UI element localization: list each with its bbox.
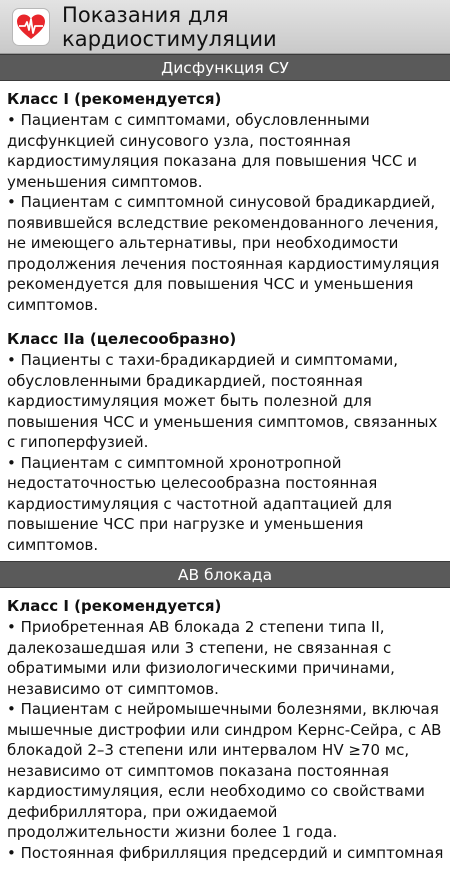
section-header-av-block: АВ блокада [0,561,450,588]
app-title: Показания для кардиостимуляции [61,2,277,51]
class-block [0,588,450,869]
class-block [0,81,450,321]
indication-paragraph: • Пациенты с тахи-брадикардией и симптомами, обусловленными брадикардией, постоянная кардиостимуляция может быть полезной для повышения ЧСС и уменьшения симптомов, связанных с гипоперфузией. [7,351,438,451]
indication-paragraph: • Пациентам с симптомной хронотропной недостаточностью целесообразна постоянная кардиостимуляция с частотной адаптацией для повышение ЧСС при нагрузке и уменьшения симптомов. [7,453,393,554]
app-bar [0,0,450,54]
section-header-su-dysfunction: Дисфункция СУ [0,54,450,81]
heart-pulse-icon [12,8,50,46]
class-block [0,321,450,561]
class-title: Класс IIa (целесообразно) [7,330,237,348]
indication-paragraph: • Пациентам с симптомной синусовой брадикардией, появившейся вследствие рекомендованного лечения, не имеющего альтернативы, при необходимости продолжения лечения постоянная кардиостимуляция рекомендуется для повышения ЧСС и уменьшения симптомов. [7,193,440,314]
content-scroll[interactable] [0,54,450,862]
indication-paragraph: • Пациентам с симптомами, обусловленными дисфункцией синусового узла, постоянная кардиостимуляция показана для повышения ЧСС и уменьшения симптомов. [7,111,417,191]
class-title: Класс I (рекомендуется) [7,597,222,615]
indication-paragraph: • Пациентам с нейромышечными болезнями, включая мышечные дистрофии или синдром Кернс-Сейра, с АВ блокадой 2–3 степени или интервалом HV ≥70 мс, независимо от симптомов показана постоянная кардиостимуляция, если необходимо со свойствами дефибриллятора, при ожидаемой продолжительности жизни более 1 года. [7,700,442,841]
class-title: Класс I (рекомендуется) [7,90,222,108]
indication-paragraph: • Приобретенная АВ блокада 2 степени типа II, далекозашедшая или 3 степени, не связанная с обратимыми или физиологическими причинами, независимо от симптомов. [7,618,395,698]
indication-paragraph: • Постоянная фибрилляция предсердий и симптомная [7,843,444,862]
